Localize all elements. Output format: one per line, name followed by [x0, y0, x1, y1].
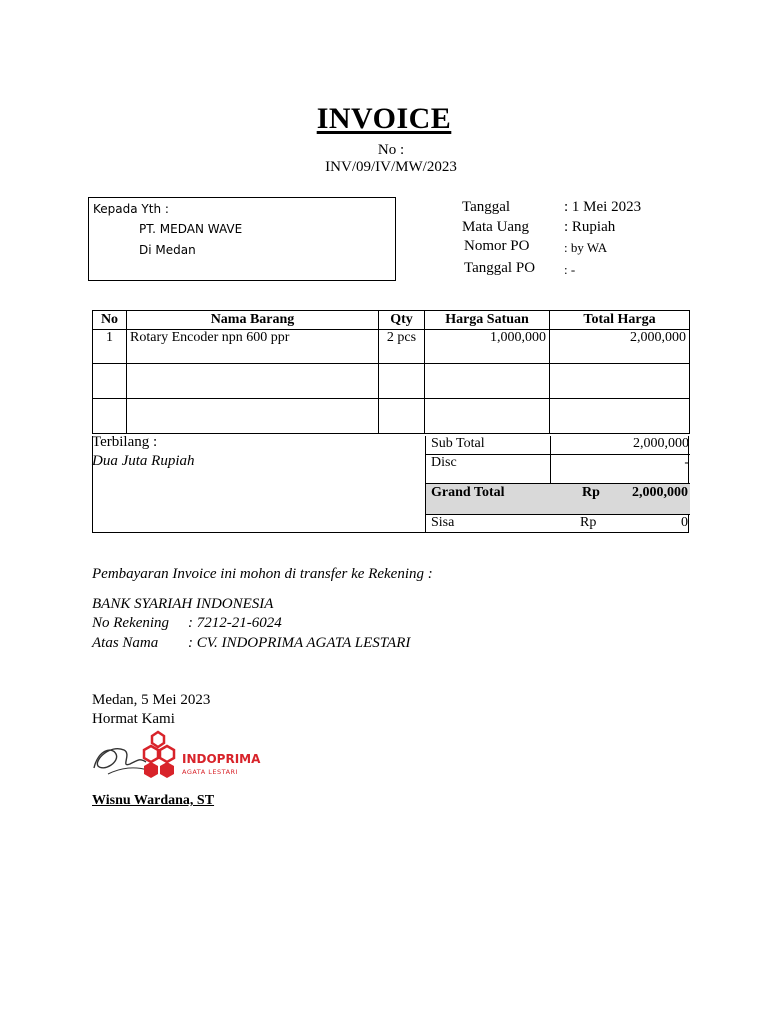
subtotal-cell [550, 436, 691, 454]
invoice-title: INVOICE [316, 102, 452, 135]
meta-key: Tanggal [462, 199, 511, 215]
recipient-city: Di Medan [139, 243, 196, 257]
greeting: Hormat Kami [92, 711, 175, 727]
table-row [93, 330, 690, 364]
account-number: : 7212-21-6024 [188, 615, 282, 631]
cell-total-price [550, 399, 690, 434]
cell-total-price: 2,000,000 [550, 330, 690, 364]
header-no: No [93, 311, 127, 330]
table-row [93, 364, 690, 399]
cell-total-price [550, 364, 690, 399]
recipient-company: PT. MEDAN WAVE [139, 222, 243, 236]
meta-key: Nomor PO [464, 238, 530, 254]
grand-total-currency: Rp [582, 485, 600, 500]
totals-grid [425, 436, 690, 532]
header-qty: Qty [379, 311, 425, 330]
subtotal-value: 2,000,000 [633, 436, 689, 451]
signature-stamp-icon [90, 728, 270, 788]
header-total-price: Total Harga [550, 311, 690, 330]
grand-total-label: Grand Total [431, 485, 505, 500]
cell-no [93, 399, 127, 434]
cell-item-name [127, 364, 379, 399]
signer-name: Wisnu Wardana, ST [92, 793, 215, 808]
sisa-value: 0 [681, 515, 688, 530]
disc-cell [550, 455, 691, 483]
cell-qty [379, 364, 425, 399]
holder-name: : CV. INDOPRIMA AGATA LESTARI [188, 635, 411, 651]
invoice-number-label: No : [377, 142, 405, 158]
cell-unit-price [425, 364, 550, 399]
cell-no [93, 364, 127, 399]
meta-key: Tanggal PO [464, 260, 536, 276]
disc-row [426, 455, 690, 484]
bank-name: BANK SYARIAH INDONESIA [92, 596, 274, 612]
cell-item-name: Rotary Encoder npn 600 ppr [127, 330, 379, 364]
header-item-name: Nama Barang [127, 311, 379, 330]
grand-total-cell [550, 484, 690, 514]
items-table [92, 310, 690, 434]
account-label: No Rekening [92, 615, 170, 631]
sisa-currency: Rp [580, 515, 597, 530]
cell-qty: 2 pcs [379, 330, 425, 364]
table-header-row [93, 311, 690, 330]
cell-item-name [127, 399, 379, 434]
grand-total-value: 2,000,000 [632, 485, 688, 500]
recipient-label: Kepada Yth : [93, 202, 169, 216]
summary-box [92, 436, 689, 533]
subtotal-row [426, 436, 690, 455]
svg-text:AGATA LESTARI: AGATA LESTARI [182, 768, 238, 776]
table-row [93, 399, 690, 434]
terbilang-label: Terbilang : [92, 434, 158, 450]
meta-value: : by WA [564, 240, 608, 255]
holder-label: Atas Nama [92, 635, 159, 651]
meta-value: : Rupiah [564, 219, 616, 235]
cell-unit-price [425, 399, 550, 434]
cell-unit-price: 1,000,000 [425, 330, 550, 364]
sisa-label: Sisa [431, 515, 455, 530]
sisa-row [426, 515, 690, 532]
company-logo-signature [90, 728, 270, 788]
disc-label: Disc [431, 455, 457, 470]
grand-total-row [426, 484, 690, 515]
svg-text:INDOPRIMA: INDOPRIMA [182, 752, 261, 766]
invoice-number: INV/09/IV/MW/2023 [325, 159, 457, 175]
recipient-box [88, 197, 396, 281]
meta-key: Mata Uang [462, 219, 530, 235]
place-date: Medan, 5 Mei 2023 [92, 692, 211, 708]
disc-value: - [684, 455, 689, 470]
cell-no: 1 [93, 330, 127, 364]
meta-value: : 1 Mei 2023 [564, 199, 642, 215]
cell-qty [379, 399, 425, 434]
header-unit-price: Harga Satuan [425, 311, 550, 330]
payment-note: Pembayaran Invoice ini mohon di transfer ke Rekening : [92, 566, 433, 582]
subtotal-label: Sub Total [431, 436, 485, 451]
terbilang-value: Dua Juta Rupiah [92, 453, 195, 469]
meta-value: : - [564, 262, 576, 277]
sisa-cell [550, 515, 690, 532]
